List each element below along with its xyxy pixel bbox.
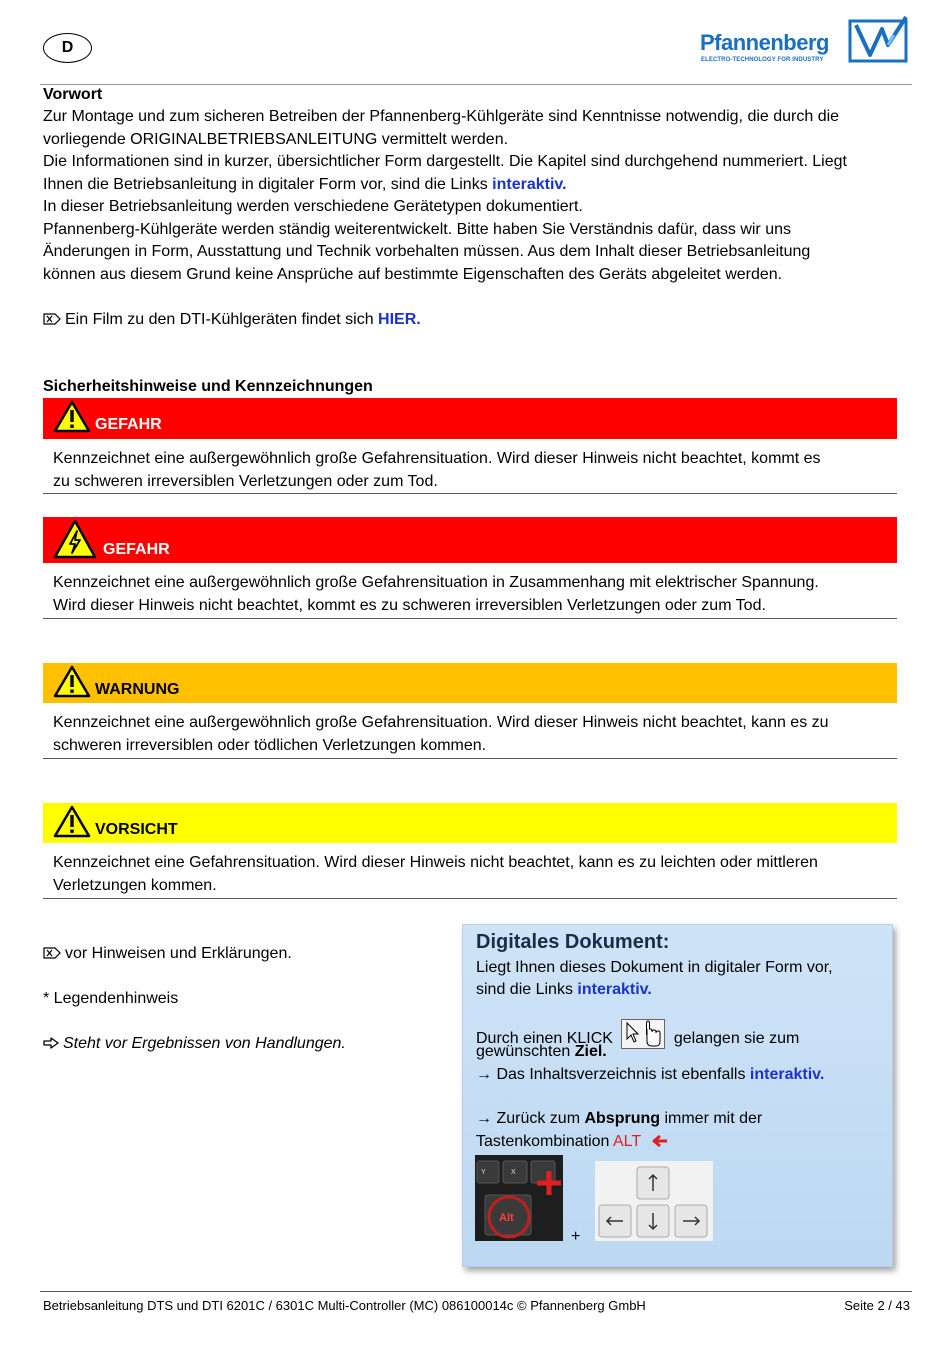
notice-text: Kennzeichnet eine außergewöhnlich große Gefahrensituation in Zusammenhang mit elektrischer Spannung. <box>53 574 819 591</box>
digital-box-line <box>476 979 652 1002</box>
notice-text: Verletzungen kommen. <box>53 877 217 894</box>
plus-sign: + <box>571 1228 581 1245</box>
vorwort-heading: Vorwort <box>43 86 103 103</box>
logo-name: Pfannenberg <box>700 30 829 55</box>
vorwort-line: Änderungen in Form, Ausstattung und Technik vorbehalten müssen. Aus dem Inhalt dieser Betriebsanleitung <box>43 243 811 260</box>
digital-box-text: Das Inhaltsverzeichnis ist ebenfalls <box>496 1066 750 1083</box>
digital-box-line <box>476 1131 669 1154</box>
legend-hint <box>43 943 292 966</box>
vorwort-line: Die Informationen sind in kurzer, übersichtlicher Form dargestellt. Die Kapitel sind durchgehend nummeriert. Liegt <box>43 153 847 170</box>
legend-hint-text: vor Hinweisen und Erklärungen. <box>65 945 292 962</box>
vorwort-line: können aus diesem Grund keine Ansprüche auf bestimmte Eigenschaften des Geräts abgeleitet werden. <box>43 266 783 283</box>
digital-box-line <box>476 1041 607 1064</box>
language-badge: D <box>43 33 92 63</box>
interaktiv-link[interactable]: interaktiv. <box>749 1066 825 1083</box>
digital-box-bold: Absprung <box>584 1110 661 1127</box>
notice-label: VORSICHT <box>95 821 178 838</box>
digital-box-line <box>476 1108 762 1131</box>
cursor-click-icon <box>621 1019 665 1049</box>
notice-bar-electrical-danger <box>43 517 897 563</box>
arrow-keys-image <box>595 1161 713 1241</box>
notice-text: zu schweren irreversiblen Verletzungen oder zum Tod. <box>53 473 438 490</box>
digital-box-text: Durch einen KLICK <box>476 1030 613 1047</box>
notice-label: WARNUNG <box>95 681 180 698</box>
back-arrow-icon <box>651 1134 669 1148</box>
digital-box-line <box>476 1064 824 1087</box>
vorwort-line <box>43 174 567 197</box>
notice-text: Kennzeichnet eine außergewöhnlich große Gefahrensituation. Wird dieser Hinweis nicht beachtet, kann es zu <box>53 714 829 731</box>
warning-triangle-icon <box>53 805 91 838</box>
kbd-key-label: Alt <box>499 1212 514 1224</box>
film-link[interactable]: HIER. <box>378 311 421 328</box>
film-line <box>43 309 421 332</box>
logo-tagline: ELECTRO-TECHNOLOGY FOR INDUSTRY <box>701 57 824 63</box>
notice-text: Wird dieser Hinweis nicht beachtet, kommt es zu schweren irreversiblen Verletzungen oder zum Tod. <box>53 597 766 614</box>
digital-box-text: Zurück zum <box>496 1110 585 1127</box>
notice-label: GEFAHR <box>95 416 162 433</box>
safety-heading: Sicherheitshinweise und Kennzeichnungen <box>43 378 373 395</box>
footer-rule <box>40 1291 912 1292</box>
notice-bar-caution <box>43 803 897 843</box>
hint-pointer-icon <box>43 313 61 325</box>
notice-divider <box>43 618 897 619</box>
page-number: Seite 2 / 43 <box>844 1298 910 1313</box>
arrow-right-icon: → <box>476 1110 497 1127</box>
digital-box-title: Digitales Dokument: <box>476 931 670 953</box>
notice-bar-danger <box>43 398 897 439</box>
arrow-right-icon: → <box>476 1066 497 1083</box>
digital-box-text: gelangen sie zum <box>673 1030 800 1047</box>
digital-box-text: sind die Links <box>476 981 578 998</box>
notice-divider <box>43 758 897 759</box>
notice-label: GEFAHR <box>103 541 170 558</box>
interaktiv-link[interactable]: interaktiv. <box>492 176 567 193</box>
notice-bar-warning <box>43 663 897 703</box>
vorwort-line: In dieser Betriebsanleitung werden verschiedene Gerätetypen dokumentiert. <box>43 198 583 215</box>
legend-result <box>43 1033 346 1056</box>
notice-divider <box>43 898 897 899</box>
result-arrow-icon <box>43 1037 59 1049</box>
film-text: Ein Film zu den DTI-Kühlgeräten findet sich <box>65 311 379 328</box>
pfannenberg-logo <box>700 15 912 65</box>
warning-triangle-icon <box>53 400 91 433</box>
header-rule <box>40 84 912 85</box>
digital-document-box <box>462 924 893 1267</box>
legend-result-text: Steht vor Ergebnissen von Handlungen. <box>63 1035 346 1052</box>
logo-mark-icon <box>848 15 910 63</box>
notice-divider <box>43 493 897 494</box>
kbd-key-label: Y <box>481 1169 486 1176</box>
vorwort-line: Zur Montage und zum sicheren Betreiben der Pfannenberg-Kühlgeräte sind Kenntnisse notwendig, die durch die <box>43 108 840 125</box>
legend-footnote: * Legendenhinweis <box>43 990 179 1007</box>
electrical-hazard-icon <box>53 519 97 559</box>
digital-box-text: Tastenkombination <box>476 1133 613 1150</box>
warning-triangle-icon <box>53 665 91 698</box>
vorwort-line: vorliegende ORIGINALBETRIEBSANLEITUNG vermittelt werden. <box>43 131 509 148</box>
notice-text: Kennzeichnet eine Gefahrensituation. Wird dieser Hinweis nicht beachtet, kann es zu leichten oder mittleren <box>53 854 818 871</box>
notice-text: schweren irreversiblen oder tödlichen Verletzungen kommen. <box>53 737 487 754</box>
digital-box-bold: Ziel. <box>574 1043 607 1060</box>
digital-box-line: Liegt Ihnen dieses Dokument in digitaler Form vor, <box>476 959 833 976</box>
vorwort-line-text: Ihnen die Betriebsanleitung in digitaler Form vor, sind die Links <box>43 176 493 193</box>
interaktiv-link[interactable]: interaktiv. <box>577 981 652 998</box>
digital-box-text: gewünschten <box>476 1043 575 1060</box>
alt-key-text: ALT <box>612 1133 641 1150</box>
digital-box-text: immer mit der <box>660 1110 763 1127</box>
vorwort-line: Pfannenberg-Kühlgeräte werden ständig weiterentwickelt. Bitte haben Sie Verständnis dafür, dass wir uns <box>43 221 791 238</box>
kbd-key-label: X <box>511 1169 516 1176</box>
keyboard-alt-key-image <box>475 1155 563 1241</box>
footer-document-info: Betriebsanleitung DTS und DTI 6201C / 6301C Multi-Controller (MC) 086100014c © Pfannenberg GmbH <box>43 1298 646 1313</box>
notice-text: Kennzeichnet eine außergewöhnlich große Gefahrensituation. Wird dieser Hinweis nicht beachtet, kommt es <box>53 450 821 467</box>
hint-pointer-icon <box>43 947 61 959</box>
